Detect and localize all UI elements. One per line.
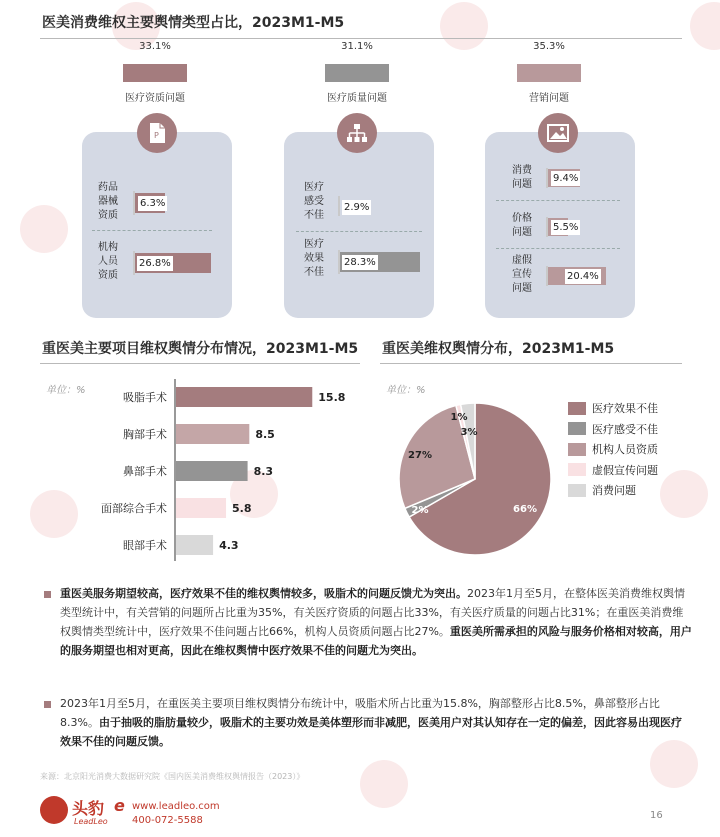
top-title-rule <box>40 38 682 39</box>
brand-name-cn: 头豹 <box>72 799 105 818</box>
pie-value-label: 66% <box>513 504 537 515</box>
legend-swatch <box>568 422 586 435</box>
column-label: 营销问题 <box>529 93 569 104</box>
paragraph-2-body: 2023年1月至5月，在重医美主要项目维权舆情分布统计中，吸脂术所占比重为15.8%，胸部整形占比8.5%，鼻部整形占比8.3%。 <box>60 697 660 729</box>
page-number: 16 <box>650 810 663 821</box>
legend-item <box>568 400 658 416</box>
paragraph-1-body: 2023年1月至5月，在整体医美消费维权舆情类型统计中，有关营销的问题所占比重为35%，有关医疗资质的问题占比33%，有关医疗质量的问题占比31%；在重医美消费维权舆情类型统计中，医疗效果不佳问题占比66%，机构人员资质问题占比27%。 <box>60 587 685 638</box>
hierarchy-icon <box>337 113 377 153</box>
legend-swatch <box>568 463 586 476</box>
pie-chart-title: 重医美维权舆情分布，2023M1-M5 <box>382 341 615 357</box>
legend-swatch <box>568 402 586 415</box>
bar-chart-unit: 单位：% <box>46 385 86 396</box>
bar-value-label: 4.3 <box>219 539 239 552</box>
sub-divider <box>296 231 422 232</box>
bar <box>176 461 248 481</box>
pie-value-label: 3% <box>460 427 478 438</box>
legend-swatch <box>568 484 586 497</box>
bar-category-label: 鼻部手术 <box>123 465 167 478</box>
sub-label-price: 价格 问题 <box>512 213 532 238</box>
pie-chart-unit: 单位：% <box>386 385 426 396</box>
pie-value-label: 2% <box>411 505 429 516</box>
bullet-marker <box>44 591 51 598</box>
brand-e-mark: e <box>114 796 125 815</box>
sub-label-feeling: 医疗 感受 不佳 <box>304 182 324 221</box>
sub-label-effect: 医疗 效果 不佳 <box>304 239 324 278</box>
phone-number: 400-072-5588 <box>132 815 203 826</box>
sub-value: 20.4% <box>567 271 599 282</box>
watermark-logo <box>660 470 708 518</box>
column-label: 医疗资质问题 <box>125 93 185 104</box>
legend-swatch <box>568 443 586 456</box>
column-percent: 35.3% <box>533 41 565 52</box>
sub-label-consumption: 消费 问题 <box>512 165 532 190</box>
bar-value-label: 8.3 <box>253 465 274 478</box>
pie-value-label: 1% <box>450 412 468 423</box>
column-medical-quality <box>282 40 432 106</box>
watermark-logo <box>20 205 68 253</box>
legend-label: 虚假宣传问题 <box>592 463 658 477</box>
legend-label: 消费问题 <box>592 484 636 497</box>
paragraph-1-bold: 重医美服务期望较高，医疗效果不佳的维权舆情较多，吸脂术的问题反馈尤为突出。 <box>60 587 467 600</box>
legend-item <box>568 441 658 457</box>
image-icon <box>538 113 578 153</box>
bar-category-label: 眼部手术 <box>123 539 167 552</box>
sub-value: 5.5% <box>553 222 579 233</box>
paragraph-2-bold: 由于抽吸的脂肪量较少，吸脂术的主要功效是美体塑形而非减肥，医美用户对其认知存在一定的偏差，因此容易出现医疗效果不佳的问题反馈。 <box>60 716 682 748</box>
column-percent: 31.1% <box>341 41 373 52</box>
sub-divider <box>496 200 620 201</box>
column-medical-qualification <box>80 40 230 106</box>
sub-divider <box>496 248 620 249</box>
sub-divider <box>92 230 212 231</box>
column-bar <box>325 64 389 82</box>
paragraph-1 <box>60 584 692 660</box>
bar-chart <box>0 375 360 575</box>
paragraph-1-bold-2: 重医美所需承担的风险与服务价格相对较高，用户的服务期望也相对更高，因此在维权舆情中医疗效果不佳的问题尤为突出。 <box>60 625 692 657</box>
sub-value: 28.3% <box>344 257 376 268</box>
legend-item <box>568 462 658 478</box>
sub-label-drug-device: 药品 器械 资质 <box>98 182 118 221</box>
column-label: 医疗质量问题 <box>327 93 387 104</box>
sub-label-false-ad: 虚假 宣传 问题 <box>512 255 532 294</box>
bar-value-label: 8.5 <box>255 428 275 441</box>
brand-logo <box>40 796 68 824</box>
top-title: 医美消费维权主要舆情类型占比，2023M1-M5 <box>42 15 345 31</box>
source-note: 来源：北京阳光消费大数据研究院《国内医美消费维权舆情报告（2023）》 <box>40 772 305 781</box>
bar <box>176 387 312 407</box>
legend-label: 医疗效果不佳 <box>592 402 658 415</box>
sub-value: 2.9% <box>344 202 370 213</box>
pie-value-label: 27% <box>408 450 432 461</box>
sub-axis <box>338 196 340 216</box>
column-marketing <box>474 40 624 106</box>
sub-value: 9.4% <box>553 173 579 184</box>
column-bar <box>123 64 187 82</box>
bar <box>176 498 226 518</box>
legend-label: 机构人员资质 <box>592 443 658 456</box>
watermark-logo <box>360 760 408 808</box>
legend-item <box>568 482 636 498</box>
bar-chart-title: 重医美主要项目维权舆情分布情况，2023M1-M5 <box>42 341 359 357</box>
sub-value: 26.8% <box>139 258 171 269</box>
bar-value-label: 5.8 <box>232 502 252 515</box>
bar-category-label: 胸部手术 <box>123 428 167 441</box>
bar-category-label: 吸脂手术 <box>123 391 167 404</box>
bullet-marker <box>44 701 51 708</box>
pie-chart <box>390 395 570 565</box>
legend-item <box>568 421 658 437</box>
watermark-logo <box>690 2 720 50</box>
panel-medical-quality <box>284 132 434 318</box>
svg-text:P: P <box>154 131 159 140</box>
bar <box>176 535 213 555</box>
brand-name-en: LeadLeo <box>74 817 108 826</box>
sub-value: 6.3% <box>140 198 166 209</box>
paragraph-2 <box>60 694 692 751</box>
column-bar <box>517 64 581 82</box>
bar <box>176 424 249 444</box>
document-icon <box>137 113 177 153</box>
sub-label-staff: 机构 人员 资质 <box>98 242 118 281</box>
website-link[interactable]: www.leadleo.com <box>132 801 220 812</box>
panel-medical-qualification <box>82 132 232 318</box>
column-percent: 33.1% <box>139 41 171 52</box>
legend-label: 医疗感受不佳 <box>592 422 658 436</box>
bar-chart-title-rule <box>40 363 360 364</box>
pie-chart-title-rule <box>380 363 682 364</box>
bar-category-label: 面部综合手术 <box>101 502 167 515</box>
bar-value-label: 15.8 <box>318 391 346 404</box>
